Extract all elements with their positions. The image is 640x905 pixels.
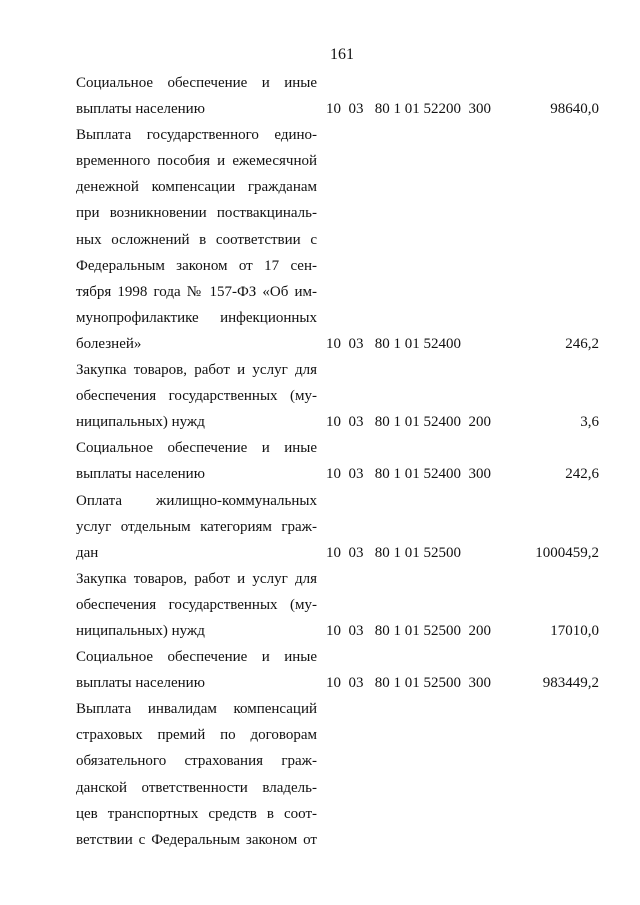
row-name-line: Федеральным законом от 17 сен-	[76, 257, 317, 274]
row-name-line: денежной компенсации гражданам	[76, 179, 317, 196]
row-codes: 10 03 80 1 01 52500 200	[326, 622, 491, 639]
row-name	[76, 435, 317, 487]
table-row	[0, 357, 640, 435]
row-name-line: ных осложнений в соответствии с	[76, 231, 317, 248]
row-name	[76, 696, 317, 853]
row-name	[76, 644, 317, 696]
row-name-line: обеспечения государственных (му-	[76, 388, 317, 405]
row-name-line: выплаты населению	[76, 466, 205, 483]
row-name-line: Социальное обеспечение и иные	[76, 75, 317, 91]
row-amount: 98640,0	[550, 101, 599, 118]
row-name-line: выплаты населению	[76, 675, 205, 692]
row-name-line: обязательного страхования граж-	[76, 753, 317, 770]
row-name-line: мунопрофилактике инфекционных	[76, 309, 317, 326]
row-amount: 17010,0	[550, 622, 599, 639]
row-name-line: временного пособия и ежемесячной	[76, 153, 317, 170]
table-row	[0, 70, 640, 122]
row-name-line: Оплата жилищно-коммунальных	[76, 492, 317, 509]
budget-table	[0, 70, 640, 853]
row-name	[76, 122, 317, 357]
row-codes: 10 03 80 1 01 52500 300	[326, 675, 491, 692]
row-codes: 10 03 80 1 01 52400	[326, 335, 461, 352]
row-amount: 1000459,2	[535, 544, 599, 561]
row-name-line: ветствии с Федеральным законом от	[76, 831, 317, 848]
table-row	[0, 644, 640, 696]
table-row	[0, 122, 640, 357]
row-amount: 3,6	[580, 414, 599, 431]
row-name-line: страховых премий по договорам	[76, 727, 317, 744]
row-amount: 983449,2	[542, 675, 599, 692]
row-name-line: Выплата государственного едино-	[76, 127, 317, 144]
row-name-line: при возникновении поствакциналь-	[76, 205, 317, 222]
row-name-line: обеспечения государственных (му-	[76, 596, 317, 613]
row-name-line: данской ответственности владель-	[76, 779, 317, 796]
page-number: 161	[330, 46, 354, 63]
row-name-line: Закупка товаров, работ и услуг для	[76, 570, 317, 587]
row-name-line: Социальное обеспечение и иные	[76, 649, 317, 666]
row-amount: 246,2	[565, 335, 599, 352]
row-name	[76, 70, 317, 122]
row-name-line: цев транспортных средств в соот-	[76, 805, 317, 822]
row-name-line: Социальное обеспечение и иные	[76, 440, 317, 457]
row-name-line: Выплата инвалидам компенсаций	[76, 701, 317, 718]
row-codes: 10 03 80 1 01 52400 200	[326, 414, 491, 431]
row-name	[76, 488, 317, 566]
row-name-line: дан	[76, 544, 99, 561]
row-codes: 10 03 80 1 01 52500	[326, 544, 461, 561]
table-row	[0, 566, 640, 644]
row-name-line: услуг отдельным категориям граж-	[76, 518, 317, 535]
row-name-line: болезней»	[76, 335, 142, 352]
row-name	[76, 566, 317, 644]
row-name-line: тября 1998 года № 157-ФЗ «Об им-	[76, 283, 317, 300]
table-row	[0, 435, 640, 487]
row-name-line: Закупка товаров, работ и услуг для	[76, 362, 317, 379]
row-name-line: ниципальных) нужд	[76, 414, 205, 431]
row-amount: 242,6	[565, 466, 599, 483]
row-codes: 10 03 80 1 01 52200 300	[326, 101, 491, 118]
row-codes: 10 03 80 1 01 52400 300	[326, 466, 491, 483]
table-row	[0, 696, 640, 853]
row-name-line: ниципальных) нужд	[76, 622, 205, 639]
row-name-line: выплаты населению	[76, 101, 205, 118]
table-row	[0, 488, 640, 566]
row-name	[76, 357, 317, 435]
